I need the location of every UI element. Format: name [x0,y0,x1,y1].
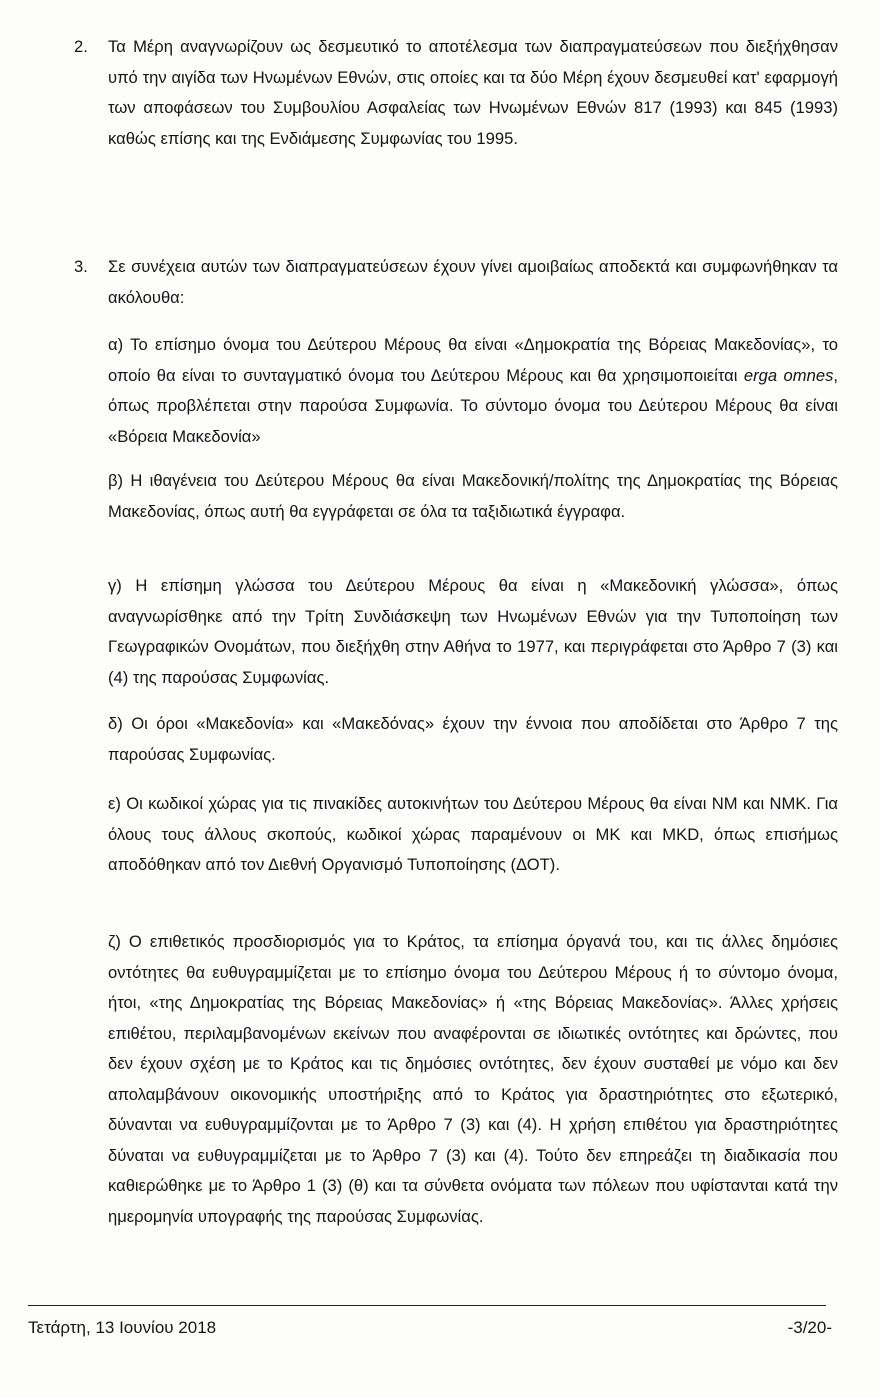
section-3-number: 3. [74,257,88,276]
item-b-text: β) Η ιθαγένεια του Δεύτερου Μέρους θα είναι Μακεδονική/πολίτης της Δημοκρατίας της Βόρειας Μακεδονίας, όπως αυτή θα εγγράφεται σε όλα τα ταξιδιωτικά έγγραφα. [108,471,838,521]
page-number: -3/20- [787,1318,832,1337]
item-e-text: ε) Οι κωδικοί χώρας για τις πινακίδες αυτοκινήτων του Δεύτερου Μέρους θα είναι NM και NMK. Για όλους τους άλλους σκοπούς, κωδικοί χώρας παραμένουν οι MK και MKD, όπως επισήμως αποδόθηκαν από τον Διεθνή Οργανισμό Τυποποίησης (ΔΟΤ). [108,794,838,874]
item-a-text-end: , όπως προβλέπεται στην παρούσα Συμφωνία. Το σύντομο όνομα του Δεύτερου Μέρους θα είναι «Βόρεια Μακεδονία» [108,365,838,446]
item-a-text-start: α) Το επίσημο όνομα του Δεύτερου Μέρους θα είναι «Δημοκρατία της Βόρειας Μακεδονίας», το οποίο θα είναι το συνταγματικό όνομα του Δεύτερου Μέρους και θα χρησιμοποιείται [108,335,838,385]
section-2 [74,32,838,154]
item-a [108,330,838,452]
item-c-text: γ) Η επίσημη γλώσσα του Δεύτερου Μέρους θα είναι η «Μακεδονική γλώσσα», όπως αναγνωρίσθηκε από την Τρίτη Συνδιάσκεψη των Ηνωμένων Εθνών για την Τυποποίηση των Γεωγραφικών Ονομάτων, που διεξήχθη στην Αθήνα το 1977, και περιγράφεται στο Άρθρο 7 (3) και (4) της παρούσας Συμφωνίας. [108,576,838,687]
footer-date: Τετάρτη, 13 Ιουνίου 2018 [28,1318,217,1337]
item-d-text: δ) Οι όροι «Μακεδονία» και «Μακεδόνας» έχουν την έννοια που αποδίδεται στο Άρθρο 7 της παρούσας Συμφωνίας. [108,714,838,764]
item-a-latin-term: erga omnes [743,365,834,385]
section-2-text: Τα Μέρη αναγνωρίζουν ως δεσμευτικό το αποτέλεσμα των διαπραγματεύσεων που διεξήχθησαν υπό την αιγίδα των Ηνωμένων Εθνών, στις οποίες και τα δύο Μέρη έχουν δεσμευθεί κατ' εφαρμογή των αποφάσεων του Συμβουλίου Ασφαλείας των Ηνωμένων Εθνών 817 (1993) και 845 (1993) καθώς επίσης και της Ενδιάμεσης Συμφωνίας του 1995. [108,37,838,148]
item-a-text [108,330,838,452]
item-c [108,571,838,693]
item-z-text: ζ) Ο επιθετικός προσδιορισμός για το Κράτος, τα επίσημα όργανά του, και τις άλλες δημόσιες οντότητες θα ευθυγραμμίζεται με το επίσημο όνομα του Δεύτερου Μέρους ή το σύντομο όνομα, ήτοι, «της Δημοκρατίας της Βόρειας Μακεδονίας» ή «της Βόρειας Μακεδονίας». Άλλες χρήσεις επιθέτου, περιλαμβανομένων εκείνων που αναφέρονται σε ιδιωτικές οντότητες και δρώντες, που δεν έχουν σχέση με το Κράτος και τις δημόσιες οντότητες, δεν έχουν συσταθεί με νόμο και δεν απολαμβάνουν οικονομικής υποστήριξης από το Κράτος για δραστηριότητες στο εξωτερικό, δύνανται να ευθυγραμμίζονται με το Άρθρο 7 (3) και (4). Η χρήση επιθέτου για δραστηριότητες δύναται να ευθυγραμμίζεται με το Άρθρο 7 (3) και (4). Τούτο δεν επηρεάζει τη διαδικασία που καθιερώθηκε με το Άρθρο 1 (3) (θ) και τα σύνθετα ονόματα των πόλεων που υφίστανται κατά την ημερομηνία υπογραφής της παρούσας Συμφωνίας. [108,932,838,1226]
item-b [108,466,838,527]
section-2-number: 2. [74,37,88,56]
section-3-intro: Σε συνέχεια αυτών των διαπραγματεύσεων έχουν γίνει αμοιβαίως αποδεκτά και συμφωνήθηκαν τα ακόλουθα: [108,257,838,307]
item-e [108,789,838,881]
item-d [108,709,838,770]
footer-divider [28,1305,826,1306]
section-3 [74,252,838,313]
item-z [108,927,838,1232]
